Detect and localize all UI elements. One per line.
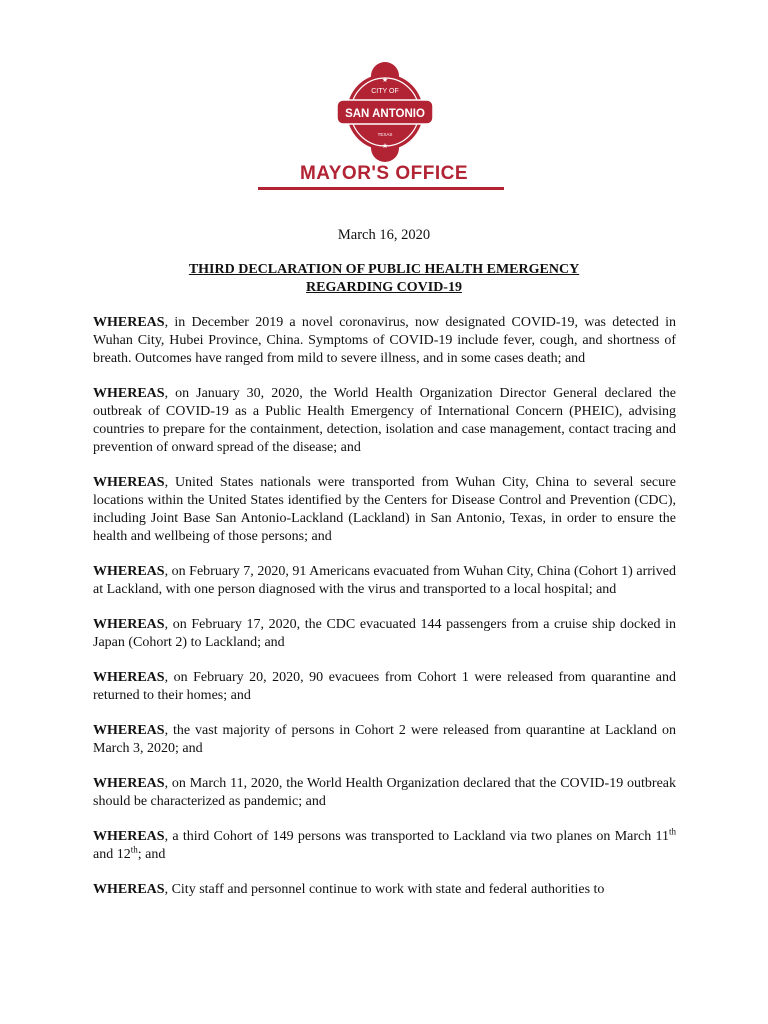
whereas-paragraph-4 bbox=[93, 563, 676, 599]
whereas-lead: WHEREAS bbox=[93, 617, 165, 632]
document-date: March 16, 2020 bbox=[337, 227, 431, 243]
document-body bbox=[93, 314, 676, 916]
seal-star-bottom-icon: ★ bbox=[381, 142, 389, 150]
whereas-lead: WHEREAS bbox=[93, 475, 165, 490]
whereas-paragraph-8 bbox=[93, 775, 676, 811]
whereas-lead: WHEREAS bbox=[93, 386, 165, 401]
paragraph-text: , on February 17, 2020, the CDC evacuated 144 passengers from a cruise ship docked in Japan (Cohort 2) to Lackland; and bbox=[93, 617, 676, 650]
paragraph-text: , in December 2019 a novel coronavirus, now designated COVID-19, was detected in Wuhan City, Hubei Province, China. Symptoms of COVID-19 include fever, cough, and shortness of breath. Outcomes have ranged from mild to severe illness, and in some cases death; and bbox=[93, 315, 676, 366]
whereas-lead: WHEREAS bbox=[93, 882, 165, 897]
paragraph-text: , on February 20, 2020, 90 evacuees from Cohort 1 were released from quarantine and returned to their homes; and bbox=[93, 670, 676, 703]
paragraph-text: , on March 11, 2020, the World Health Organization declared that the COVID-19 outbreak should be characterized as pandemic; and bbox=[93, 776, 676, 809]
paragraph-text: and 12 bbox=[93, 847, 131, 862]
seal-line-3: TEXAS bbox=[377, 132, 393, 137]
whereas-lead: WHEREAS bbox=[93, 670, 165, 685]
paragraph-text: , City staff and personnel continue to work with state and federal authorities to bbox=[164, 882, 605, 897]
seal-star-top-icon: ★ bbox=[381, 76, 389, 84]
whereas-lead: WHEREAS bbox=[93, 564, 165, 579]
seal-line-1: CITY OF bbox=[371, 88, 399, 95]
paragraph-text: ; and bbox=[137, 847, 166, 862]
whereas-paragraph-10 bbox=[93, 881, 676, 899]
whereas-paragraph-1 bbox=[93, 314, 676, 368]
mayors-office-title: MAYOR'S OFFICE bbox=[299, 163, 469, 184]
paragraph-text: , on February 7, 2020, 91 Americans evacuated from Wuhan City, China (Cohort 1) arrived at Lackland, with one person diagnosed with the virus and transported to a local hospital; and bbox=[93, 564, 676, 597]
paragraph-text: , on January 30, 2020, the World Health Organization Director General declared the outbreak of COVID-19 as a Public Health Emergency of International Concern (PHEIC), advising countries to prepare for the containment, detection, isolation and case management, contact tracing and prevention of onward spread of the disease; and bbox=[93, 386, 676, 455]
whereas-paragraph-3 bbox=[93, 474, 676, 546]
paragraph-text: , a third Cohort of 149 persons was transported to Lackland via two planes on March 11 bbox=[164, 829, 669, 844]
whereas-lead: WHEREAS bbox=[93, 723, 165, 738]
whereas-paragraph-5 bbox=[93, 616, 676, 652]
whereas-paragraph-6 bbox=[93, 669, 676, 705]
whereas-lead: WHEREAS bbox=[93, 829, 165, 844]
heading-line-1: THIRD DECLARATION OF PUBLIC HEALTH EMERGENCY bbox=[188, 262, 580, 277]
title-underline-divider bbox=[258, 187, 504, 190]
superscript: th bbox=[668, 826, 676, 837]
paragraph-text: , United States nationals were transported from Wuhan City, China to several secure locations within the United States identified by the Centers for Disease Control and Prevention (CDC), including Joint Base San Antonio-Lackland (Lackland) in San Antonio, Texas, in order to ensure the health and wellbeing of those persons; and bbox=[93, 475, 676, 544]
whereas-lead: WHEREAS bbox=[93, 315, 165, 330]
document-heading bbox=[0, 261, 768, 297]
whereas-paragraph-2 bbox=[93, 385, 676, 457]
whereas-lead: WHEREAS bbox=[93, 776, 165, 791]
paragraph-text: , the vast majority of persons in Cohort 2 were released from quarantine at Lackland on March 3, 2020; and bbox=[93, 723, 676, 756]
superscript: th bbox=[130, 844, 138, 855]
whereas-paragraph-9 bbox=[93, 828, 676, 864]
whereas-paragraph-7 bbox=[93, 722, 676, 758]
seal-line-2: SAN ANTONIO bbox=[345, 108, 425, 120]
city-seal-logo bbox=[333, 60, 437, 164]
heading-line-2: REGARDING COVID-19 bbox=[306, 280, 462, 295]
